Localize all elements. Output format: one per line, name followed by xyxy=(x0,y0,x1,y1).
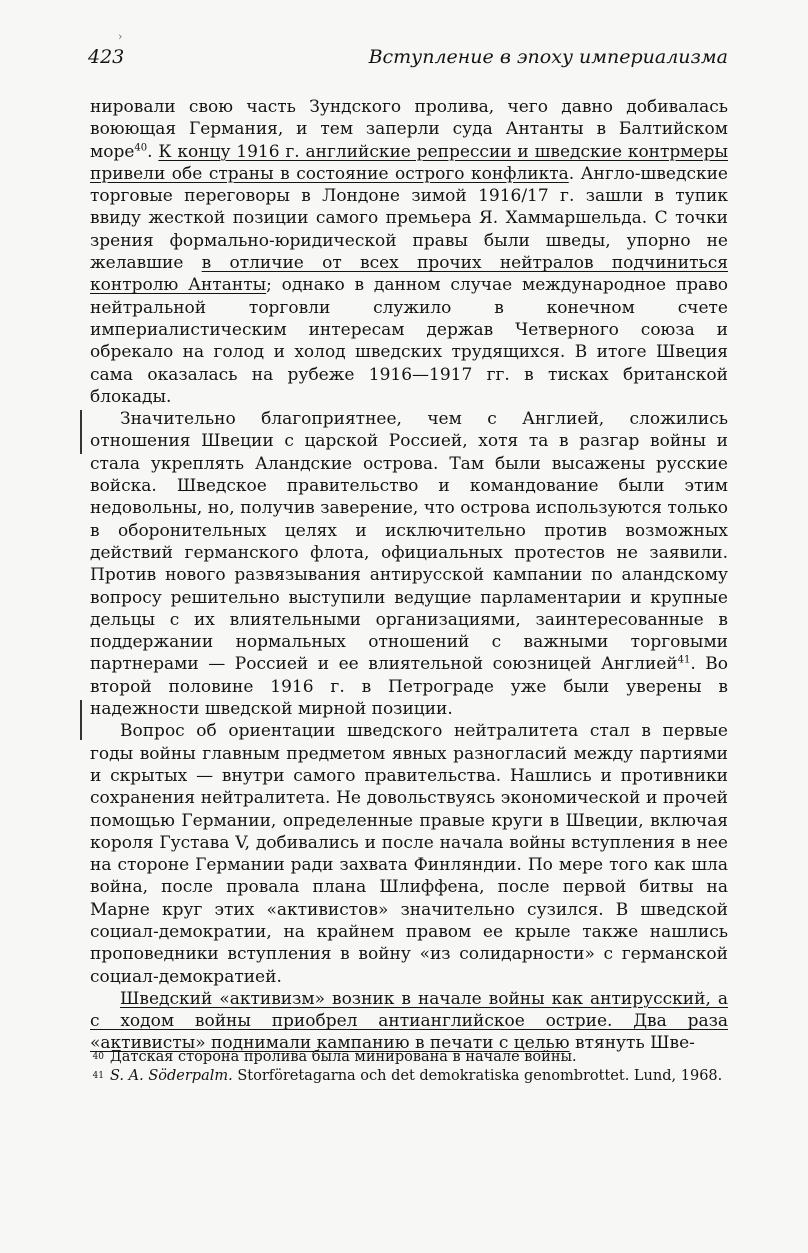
paragraph: Шведский «активизм» возник в начале войны как антирусский, а с ходом войны приобрел антианглийское острие. Два раза «активисты» поднимали кампанию в печати с целью втянуть Шве- xyxy=(90,988,728,1054)
paragraph: Вопрос об ориентации шведского нейтралитета стал в первые годы войны главным предметом явных разногласий между партиями и скрытых — внутри самого правительства. Нашлись и противники сохранения нейтралитета. Не довольствуясь экономической и прочей помощью Германии, определенные правые круги в Швеции, включая короля Густава V, добивались и после начала войны вступления в нее на стороне Германии ради захвата Финляндии. По мере того как шла война, после провала плана Шлиффена, после первой битвы на Марне круг этих «активистов» значительно сузился. В шведской социал-демократии, на крайнем правом ее крыле также нашлись проповедники вступления в войну «из солидарности» с германской социал-демократией. xyxy=(90,721,728,987)
footnote-number: 41 xyxy=(92,1071,104,1081)
footnote-ref: 41 xyxy=(677,654,691,666)
footnote-text: Storföretagarna och det demokratiska genombrottet. Lund, 1968. xyxy=(232,1068,723,1084)
footnotes xyxy=(90,1048,750,1086)
footnote-ref: 40 xyxy=(134,141,148,153)
underlined-passage: в отличие от всех прочих нейтралов подчиниться контролю Антанты xyxy=(90,253,729,296)
footnote-number: 40 xyxy=(92,1052,104,1062)
footnote xyxy=(90,1048,750,1067)
margin-mark xyxy=(80,700,82,740)
paragraph: Значительно благоприятнее, чем с Англией, сложились отношения Швеции с царской Россией, хотя та в разгар войны и стала укреплять Аландские острова. Там были высажены русские войска. Шведское правительство и командование были этим недовольны, но, получив заверение, что острова используются только в оборонительных целях и исключительно против возможных действий германского флота, официальных протестов не заявили. Против нового развязывания антирусской кампании по аландскому вопросу решительно выступили ведущие парламентарии и крупные дельцы с их влиятельными организациями, заинтересованные в поддержании нормальных отношений с важными торговыми партнерами — Россией и ее влиятельной союзницей Англией$^{41}$. Во второй половине 1916 г. в Петрограде уже были уверены в надежности шведской мирной позиции. xyxy=(90,409,728,720)
margin-mark xyxy=(80,410,82,454)
underlined-passage: К концу 1916 г. английские репрессии и шведские контрмеры привели обе страны в состояние острого конфликта xyxy=(90,141,729,184)
running-head xyxy=(88,46,728,68)
footnote xyxy=(90,1067,750,1086)
page-number: 423 xyxy=(88,46,125,68)
running-title: Вступление в эпоху империализма xyxy=(368,46,728,68)
paragraph: нировали свою часть Зундского пролива, чего давно добивалась воюющая Германия, и тем заперли суда Антанты в Балтийском море$^{40}$. К концу 1916 г. английские репрессии и шведские контрмеры привели обе страны в состояние острого конфликта. Англо-шведские торговые переговоры в Лондоне зимой 1916/17 г. зашли в тупик ввиду жесткой позиции самого премьера Я. Хаммаршельда. С точки зрения формально-юридической правы были шведы, упорно не желавшие в отличие от всех прочих нейтралов подчиниться контролю Антанты; однако в данном случае международное право нейтральной торговли служило в конечном счете империалистическим интересам держав Четверного союза и обрекало на голод и холод шведских трудящихся. В итоге Швеция сама оказалась на рубеже 1916—1917 гг. в тисках британской блокады. xyxy=(90,97,729,407)
underlined-passage: Шведский «активизм» возник в начале войны как антирусский, а с ходом войны приобрел антианглийское острие. Два раза «активисты» поднимали кампанию в печати с целью xyxy=(90,988,728,1054)
body-text xyxy=(90,96,728,1055)
footnote-text: Датская сторона пролива была минирована в начале войны. xyxy=(110,1049,577,1065)
scan-mark: › xyxy=(118,30,123,43)
footnote-author: S. A. Söderpalm. xyxy=(110,1068,233,1084)
